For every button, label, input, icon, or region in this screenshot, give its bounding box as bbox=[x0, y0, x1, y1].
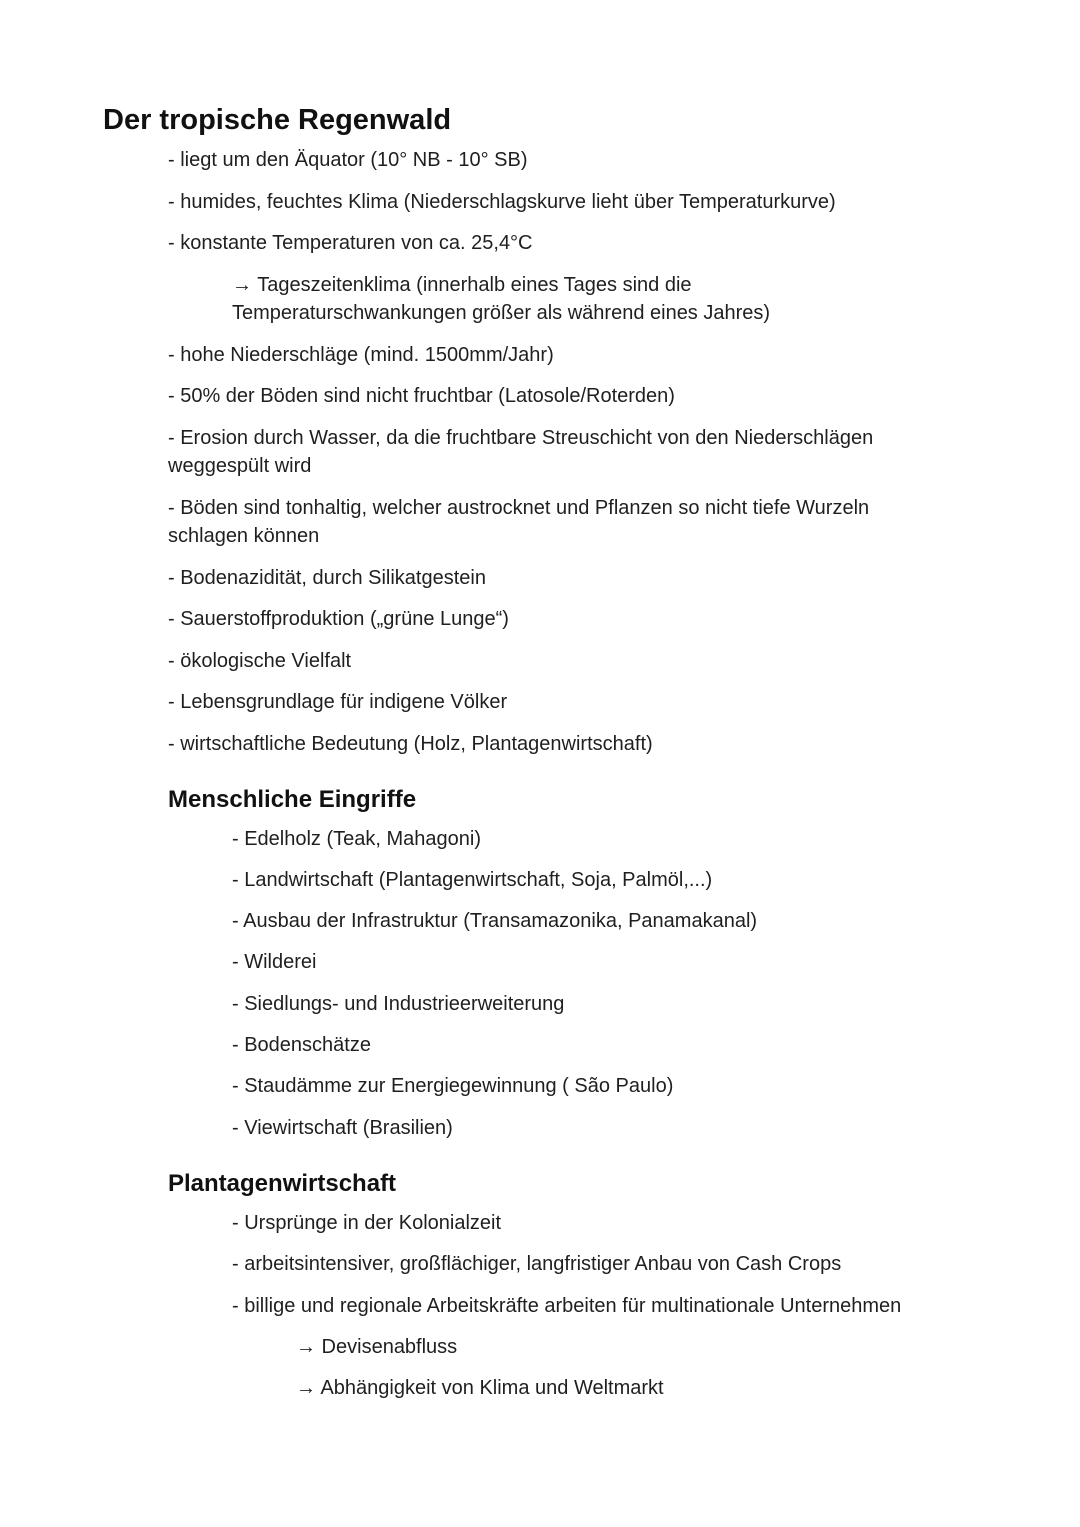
sub-list-item-continuation: Temperaturschwankungen größer als während eines Jahres) bbox=[232, 302, 771, 324]
list-item: - Ursprünge in der Kolonialzeit bbox=[232, 1212, 502, 1234]
list-item: - Viewirtschaft (Brasilien) bbox=[232, 1117, 453, 1139]
sub-list-item: → Tageszeitenklima (innerhalb eines Tages sind die bbox=[232, 274, 692, 296]
list-item: - ökologische Vielfalt bbox=[168, 650, 352, 672]
list-item: - Böden sind tonhaltig, welcher austrocknet und Pflanzen so nicht tiefe Wurzeln bbox=[168, 497, 870, 519]
list-item: - Edelholz (Teak, Mahagoni) bbox=[232, 828, 482, 850]
list-item: - Staudämme zur Energiegewinnung ( São Paulo) bbox=[232, 1075, 674, 1097]
list-item: - wirtschaftliche Bedeutung (Holz, Plantagenwirtschaft) bbox=[168, 733, 653, 755]
list-item-continuation: schlagen können bbox=[168, 525, 320, 547]
sub-list-item: → Abhängigkeit von Klima und Weltmarkt bbox=[296, 1377, 664, 1399]
list-item: - Wilderei bbox=[232, 951, 317, 973]
list-item: - Bodenazidität, durch Silikatgestein bbox=[168, 567, 486, 589]
list-item: - humides, feuchtes Klima (Niederschlagskurve lieht über Temperaturkurve) bbox=[168, 191, 836, 213]
page-title: Der tropische Regenwald bbox=[103, 104, 452, 136]
list-item: - Erosion durch Wasser, da die fruchtbare Streuschicht von den Niederschlägen bbox=[168, 427, 874, 449]
sub-list-item: → Devisenabfluss bbox=[296, 1336, 458, 1358]
section-heading-plantagenwirtschaft: Plantagenwirtschaft bbox=[168, 1170, 397, 1197]
section-heading-menschliche-eingriffe: Menschliche Eingriffe bbox=[168, 786, 417, 813]
list-item: - liegt um den Äquator (10° NB - 10° SB) bbox=[168, 149, 528, 171]
list-item: - arbeitsintensiver, großflächiger, langfristiger Anbau von Cash Crops bbox=[232, 1253, 842, 1275]
list-item: - Ausbau der Infrastruktur (Transamazonika, Panamakanal) bbox=[232, 910, 758, 932]
list-item: - Sauerstoffproduktion („grüne Lunge“) bbox=[168, 608, 509, 630]
list-item: - 50% der Böden sind nicht fruchtbar (Latosole/Roterden) bbox=[168, 385, 675, 407]
list-item: - Lebensgrundlage für indigene Völker bbox=[168, 691, 508, 713]
list-item: - hohe Niederschläge (mind. 1500mm/Jahr) bbox=[168, 344, 554, 366]
list-item: - Siedlungs- und Industrieerweiterung bbox=[232, 993, 565, 1015]
list-item: - Landwirtschaft (Plantagenwirtschaft, Soja, Palmöl,...) bbox=[232, 869, 713, 891]
list-item-continuation: weggespült wird bbox=[168, 455, 312, 477]
list-item: - konstante Temperaturen von ca. 25,4°C bbox=[168, 232, 533, 254]
list-item: - billige und regionale Arbeitskräfte arbeiten für multinationale Unternehmen bbox=[232, 1295, 902, 1317]
list-item: - Bodenschätze bbox=[232, 1034, 371, 1056]
